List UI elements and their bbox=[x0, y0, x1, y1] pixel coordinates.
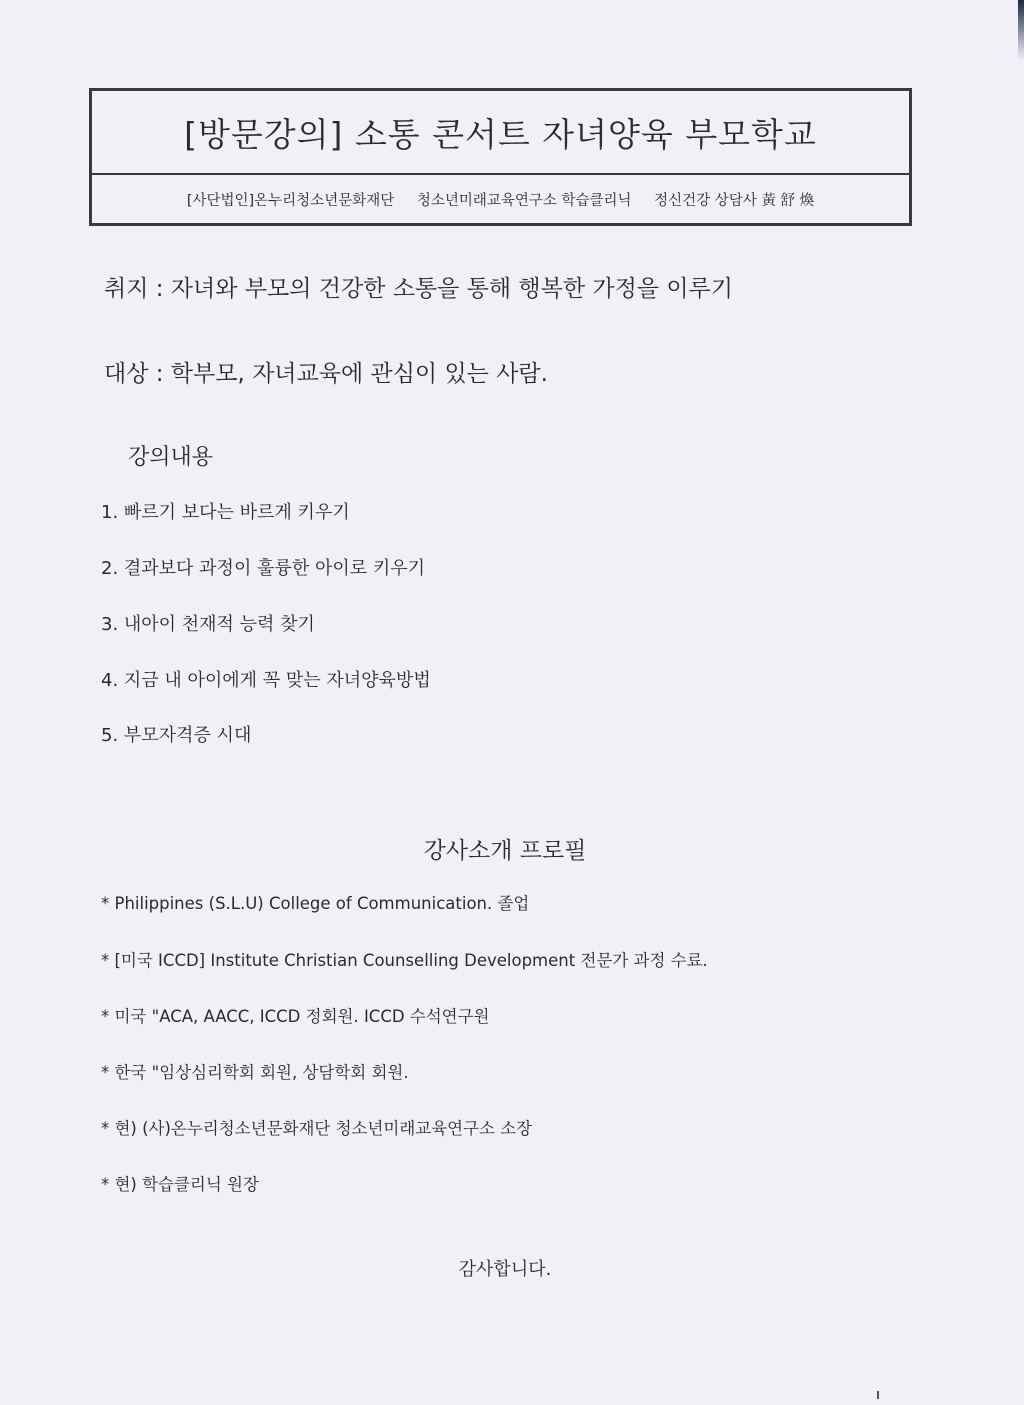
closing-text: 감사합니다. bbox=[458, 1259, 552, 1280]
profile-item: * 현) (사)온누리청소년문화재단 청소년미래교육연구소 소장 bbox=[101, 1119, 533, 1138]
header-subtitle bbox=[92, 189, 909, 210]
profile-heading: 강사소개 프로필 bbox=[423, 838, 587, 864]
target-text: 대상 : 학부모, 자녀교육에 관심이 있는 사람. bbox=[104, 361, 548, 387]
presenter-name: 정신건강 상담사 黃 舒 煥 bbox=[654, 193, 815, 209]
profile-item: * Philippines (S.L.U) College of Communication. 졸업 bbox=[101, 894, 530, 913]
institute-name: 청소년미래교육연구소 학습클리닉 bbox=[416, 193, 632, 209]
lecture-item: 5. 부모자격증 시대 bbox=[101, 725, 252, 746]
document-title: [방문강의] 소통 콘서트 자녀양육 부모학교 bbox=[184, 115, 817, 154]
lecture-item: 4. 지금 내 아이에게 꼭 맞는 자녀양육방법 bbox=[101, 670, 431, 691]
profile-item: * 현) 학습클리닉 원장 bbox=[101, 1175, 259, 1194]
lecture-item: 1. 빠르기 보다는 바르게 키우기 bbox=[101, 502, 350, 523]
profile-item: * 한국 "임상심리학회 회원, 상담학회 회원. bbox=[101, 1063, 409, 1082]
header-box bbox=[89, 88, 912, 226]
lecture-item: 2. 결과보다 과정이 훌륭한 아이로 키우기 bbox=[101, 558, 425, 579]
scan-edge-mark bbox=[1018, 0, 1024, 60]
header-divider bbox=[92, 173, 909, 175]
profile-item: * 미국 "ACA, AACC, ICCD 정회원. ICCD 수석연구원 bbox=[101, 1007, 490, 1026]
lecture-heading: 강의내용 bbox=[128, 445, 214, 470]
organization-name: [사단법인]온누리청소년문화재단 bbox=[186, 193, 395, 209]
profile-item: * [미국 ICCD] Institute Christian Counselling Development 전문가 과정 수료. bbox=[101, 951, 708, 970]
lecture-item: 3. 내아이 천재적 능력 찾기 bbox=[101, 614, 315, 635]
purpose-text: 취지 : 자녀와 부모의 건강한 소통을 통해 행복한 가정을 이루기 bbox=[104, 276, 733, 302]
scan-speck bbox=[877, 1391, 879, 1399]
